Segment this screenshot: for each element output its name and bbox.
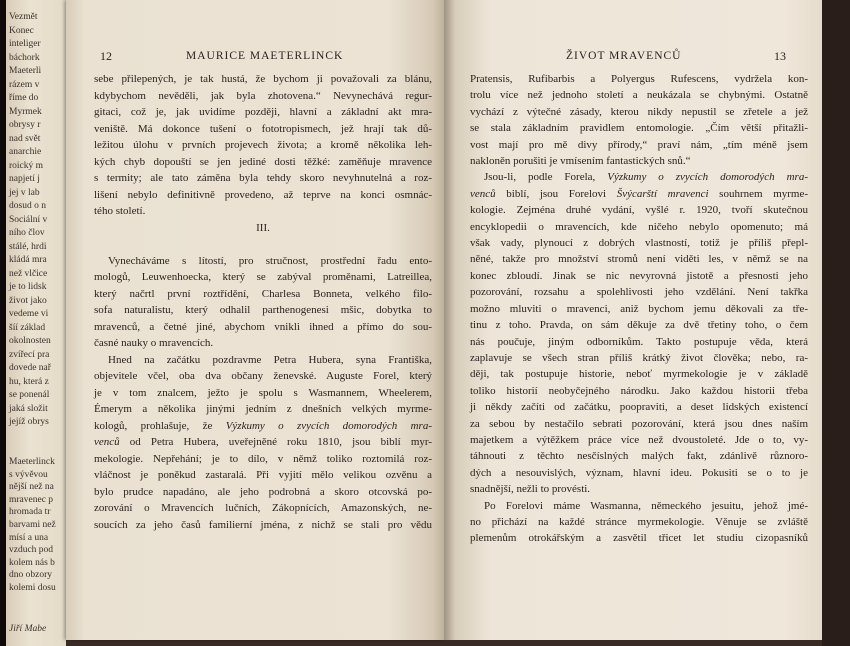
- text-line: [470, 481, 808, 497]
- text-line: [94, 137, 432, 154]
- text-line: [470, 169, 808, 185]
- text-line: [470, 317, 808, 333]
- text-line: se ponenál: [9, 390, 50, 400]
- text-line: [94, 434, 432, 451]
- text-line: Maeterlinck: [9, 457, 55, 467]
- text-line: jejíž obrys: [9, 417, 49, 427]
- text: ležitou úlohu v prvních projevech života; a kromě několika leh-: [94, 139, 432, 151]
- text: objevitele včel, oba dva občany ženevské. Auguste Forel, který: [94, 370, 432, 382]
- text-line: [470, 137, 808, 153]
- text-line: [470, 153, 808, 169]
- text: však vady, plynoucí z dobrých vlastností, totiž je příliš přepl-: [470, 237, 808, 250]
- text: který načrtl první roztřídění, Charlesa Bonneta, velkého filo-: [94, 287, 432, 300]
- text-line: [470, 416, 808, 432]
- text: no přichází na každé stránce myrmekologie. Věnuje se zvláště: [470, 515, 808, 528]
- text-line: s vývěvou: [9, 469, 48, 480]
- signature: Jiří Mabe: [9, 624, 47, 634]
- text: je v tom znalcem, ježto je spolu s Wasmannem, Wheelerem,: [94, 386, 432, 399]
- text-line: [470, 87, 808, 103]
- text-line: [470, 448, 808, 464]
- text-line: než vlčice: [9, 268, 48, 279]
- text: od Petra Hubera, uveřejněné roku 1810, jsou biblí myr-: [119, 436, 432, 448]
- text: ji někdy začíti od začátku, poopraviti, a deset lidských existencí: [470, 401, 808, 414]
- text: vost mají pro mě divy přírody,“ praví nám, „tím méně jsem: [470, 138, 808, 151]
- text-line: [470, 251, 808, 267]
- text-line: ního člov: [9, 228, 45, 238]
- text-line: [94, 170, 432, 187]
- text: s termity; ale tato záměna byla tehdy skoro nevyhnutelná a roz-: [94, 172, 432, 184]
- text-line: [470, 268, 808, 284]
- text: kologie. Zejména druhé vydání, vyšlé r. 1920, tvoří skutečnou: [470, 204, 808, 217]
- text-line: mravenec p: [9, 494, 54, 505]
- text: kých chyb dopouští se jen jediné dosti těžké: zaměňuje mravence: [94, 155, 432, 168]
- text-line: hu, která z: [9, 376, 49, 387]
- page-body: [94, 71, 432, 533]
- text: vláčnost je poněkud zastaralá. Při vyjití mělo velikou ozvěnu a: [94, 469, 432, 481]
- text-line: dno obzory: [9, 570, 53, 581]
- text-line: [470, 432, 808, 448]
- paragraph: [470, 169, 808, 497]
- text: sebe přilepených, je tak hustá, že bychom ji považovali za blánu,: [94, 73, 432, 85]
- text-line: kolemi dosu: [9, 583, 56, 593]
- text-line: [470, 514, 808, 530]
- text: Hned na začátku pozdravme Petra Hubera, syna Františka,: [108, 353, 432, 366]
- spacer: [94, 236, 432, 253]
- running-head: MAURICE MAETERLINCK: [186, 50, 344, 62]
- text-line: rázem v: [9, 79, 40, 90]
- text: snadnější, nežli to provésti.: [470, 483, 591, 496]
- text-line: [94, 500, 432, 517]
- text-line: [94, 302, 432, 319]
- paragraph: [470, 498, 808, 547]
- text: za sebou by nestačilo sebrati pozorování, která jsou dnes naším: [470, 417, 808, 430]
- text: veniště. Má dokonce tušení o fototropismech, jež hrají tak dů-: [94, 122, 432, 135]
- text: biblí, jsou Forelovi: [495, 187, 617, 200]
- text-line: [94, 451, 432, 468]
- text: mravenců, a četné jiné, abychom vnikli ihned a přímo do sou-: [94, 320, 432, 333]
- text-line: Maeterli: [9, 66, 42, 76]
- text-line: [94, 368, 432, 385]
- italic-title: Výzkumy o zvycích domorodých mra-: [607, 171, 808, 184]
- text: tinu z toho. Pravda, on sám děkuje za dvě třetiny toho, o čem: [470, 319, 808, 332]
- paragraph: [94, 253, 432, 352]
- text-line: zvířecí pra: [9, 349, 50, 360]
- text: nás poučuje, jiným odborníkům. Takto postupuje věda, která: [470, 335, 808, 348]
- text: encyklopedii o mravencích, kde ničeho nebylo opomenuto; má: [470, 220, 808, 233]
- text: gitaci, což je, jak uvidíme později, hlavní a základní akt mra-: [94, 106, 432, 118]
- paragraph: [94, 352, 432, 534]
- text-line: [470, 202, 808, 218]
- text: Jsou-li, podle Forela,: [484, 171, 608, 184]
- italic-title: Výzkumy o zvycích domorodých mra-: [225, 419, 432, 432]
- text-line: [470, 366, 808, 382]
- text-line: [470, 530, 808, 546]
- text: konec zbloudí. Jinak se nic nevyrovná jistotě a přesnosti jeho: [470, 269, 808, 282]
- text: toliko historií neobyčejného národku. Jako každou historii třeba: [470, 384, 808, 397]
- text-line: [94, 121, 432, 138]
- text-line: mísí a una: [9, 532, 49, 543]
- text-line: vedeme vi: [9, 309, 49, 319]
- text-line: roický m: [9, 160, 44, 171]
- right-page: [444, 0, 822, 640]
- text-line: [470, 235, 808, 251]
- text-line: [94, 269, 432, 286]
- text-line: dosud o n: [9, 201, 46, 211]
- text: tého století.: [94, 205, 146, 217]
- text-line: [470, 219, 808, 235]
- text: se stala základním pravidlem entomologie. „Čím větší přitažli-: [470, 122, 808, 135]
- text-line: Konec: [9, 25, 34, 36]
- text-line: [94, 187, 432, 204]
- text-line: kolem nás b: [9, 557, 55, 568]
- text: souhrnem myrme-: [708, 187, 809, 200]
- text: Po Forelovi máme Wasmanna, německého jesuitu, jehož jmé-: [484, 499, 808, 512]
- text-line: [94, 319, 432, 336]
- text-line: [94, 104, 432, 121]
- text-line: anarchie: [9, 147, 42, 157]
- text: zorování o Mravencích lučních, Zákopnících, Amazonských, ne-: [94, 502, 432, 514]
- text-line: napjetí j: [9, 174, 40, 184]
- text: kologů, prohlašuje, že: [94, 419, 226, 432]
- text: možno mluviti o mravenci, aniž bychom jemu děkovali za tře-: [470, 302, 808, 315]
- text-line: Vezmět: [9, 12, 38, 22]
- text: nakloněn porušiti je vmísením fantastických snů.“: [470, 155, 691, 168]
- text: zaplavuje se všech stran příliš krátký život člověka; nebo, ra-: [470, 351, 808, 364]
- text-line: [470, 383, 808, 399]
- text: časné nauky o mravencích.: [94, 337, 214, 349]
- text-line: říme do: [9, 93, 39, 103]
- text: táhnouti z těchto nesčíslných malých fakt, zdánlivě různoro-: [470, 450, 808, 463]
- text-line: jej v lab: [9, 187, 40, 198]
- text-line: hromada tr: [9, 507, 51, 518]
- text-line: Myrmek: [9, 106, 42, 117]
- text-line: [470, 104, 808, 120]
- text: bylo prudce napadáno, ale jeho podrobná a skoro otcovská po-: [94, 485, 432, 498]
- text-line: [94, 418, 432, 435]
- text-line: [94, 484, 432, 501]
- page-number: 13: [774, 49, 786, 63]
- text: majetkem a výtěžkem práce více než dvoustoleté. Jde o to, vy-: [470, 433, 808, 446]
- text-line: [94, 517, 432, 534]
- paragraph: [470, 71, 808, 169]
- background: [822, 0, 850, 646]
- text-line: [94, 203, 432, 220]
- text-line: [470, 284, 808, 300]
- text-line: barvami než: [9, 520, 56, 530]
- text-line: [94, 401, 432, 418]
- text-line: [470, 186, 808, 202]
- text-line: [94, 88, 432, 105]
- left-page: [66, 0, 444, 640]
- text: mologů, Leuwenhoecka, který se zabýval proměnami, Latreillea,: [94, 271, 432, 283]
- text: ději, tak postupuje historie, neboť myrmekologie je v základě: [470, 368, 808, 381]
- text-line: [470, 465, 808, 481]
- text: lišení nebylo definitivně provedeno, až teprve na konci osmnác-: [94, 188, 432, 201]
- text-line: báchork: [9, 52, 40, 63]
- text-line: [94, 71, 432, 88]
- text: Vynecháváme s lítostí, pro stručnost, prostřední řadu ento-: [108, 254, 432, 267]
- text-line: [94, 253, 432, 270]
- text: pozorování, rozsahu a spolehlivosti jeho vzdělání. Není takřka: [470, 286, 808, 299]
- text-line: je to lidsk: [9, 282, 47, 292]
- text-line: šíí základ: [9, 322, 46, 333]
- text-line: [470, 334, 808, 350]
- text-line: nější než na: [9, 482, 54, 493]
- text-line: [94, 286, 432, 303]
- text-line: kládá mra: [9, 255, 47, 265]
- text: kdybychom nevěděli, jak byla zhotovena.“ Nevynechává regur-: [94, 89, 432, 102]
- paragraph: [94, 71, 432, 220]
- page-body: [470, 71, 808, 547]
- text-line: inteliger: [9, 39, 41, 49]
- text: soucích za jeho časů familierní jména, z nichž se stali pro vědu: [94, 518, 432, 531]
- text-line: [470, 498, 808, 514]
- text-line: dovede nař: [9, 363, 51, 373]
- text-line: [94, 352, 432, 369]
- text-line: okolnosten: [9, 336, 51, 346]
- background-book-strip: [6, 0, 66, 646]
- text-line: Sociální v: [9, 214, 48, 225]
- text-line: [470, 71, 808, 87]
- text: vychází z výtečné zásady, kterou nikdy nepustil se zřetele a jež: [470, 105, 808, 118]
- text-line: stálé, hrdi: [9, 241, 47, 252]
- section-heading: III.: [256, 221, 270, 234]
- text: Pratensis, Rufibarbis a Polyergus Rufescens, vydržela kon-: [470, 73, 808, 85]
- italic-title: venců: [94, 436, 120, 448]
- text-line: [470, 120, 808, 136]
- text-line: [94, 335, 432, 352]
- italic-title: Švýcarští mravenci: [616, 187, 709, 200]
- text-line: jaká složit: [9, 403, 48, 414]
- text: Émerym a několika jinými jedním z dnešních velkých myrme-: [94, 403, 432, 415]
- italic-title: venců: [470, 187, 496, 200]
- text-line: [470, 301, 808, 317]
- text-line: [470, 399, 808, 415]
- text: trolu více než jednoho století a neukázala se chybnými. Ostatně: [470, 89, 808, 102]
- text: sofa naturalistu, který odhalil parthenogenesi mšic, dobytka to: [94, 304, 432, 316]
- page-number: 12: [100, 49, 112, 63]
- text-line: život jako: [9, 295, 47, 306]
- text-line: obrysy r: [9, 120, 41, 130]
- text-line: [94, 154, 432, 171]
- text-line: vzduch pod: [9, 545, 54, 556]
- text: dých a nesouvislých, význam, hlavní ideu. Pokusiti se o to je: [470, 466, 808, 479]
- text-line: [94, 467, 432, 484]
- text-line: nad svět: [9, 133, 41, 144]
- text: plemenům otrokářským a zasvětil třicet let studiu cizopasníků: [470, 532, 808, 545]
- text: něné, takže pro množství stromů není viděti les, v němž se na: [470, 253, 808, 266]
- text-line: [470, 350, 808, 366]
- text-line: [94, 385, 432, 402]
- text: mekologie. Nepřehání; je to dílo, v němž toliko roztomilá roz-: [94, 452, 432, 465]
- running-head: ŽIVOT MRAVENCŮ: [566, 50, 682, 62]
